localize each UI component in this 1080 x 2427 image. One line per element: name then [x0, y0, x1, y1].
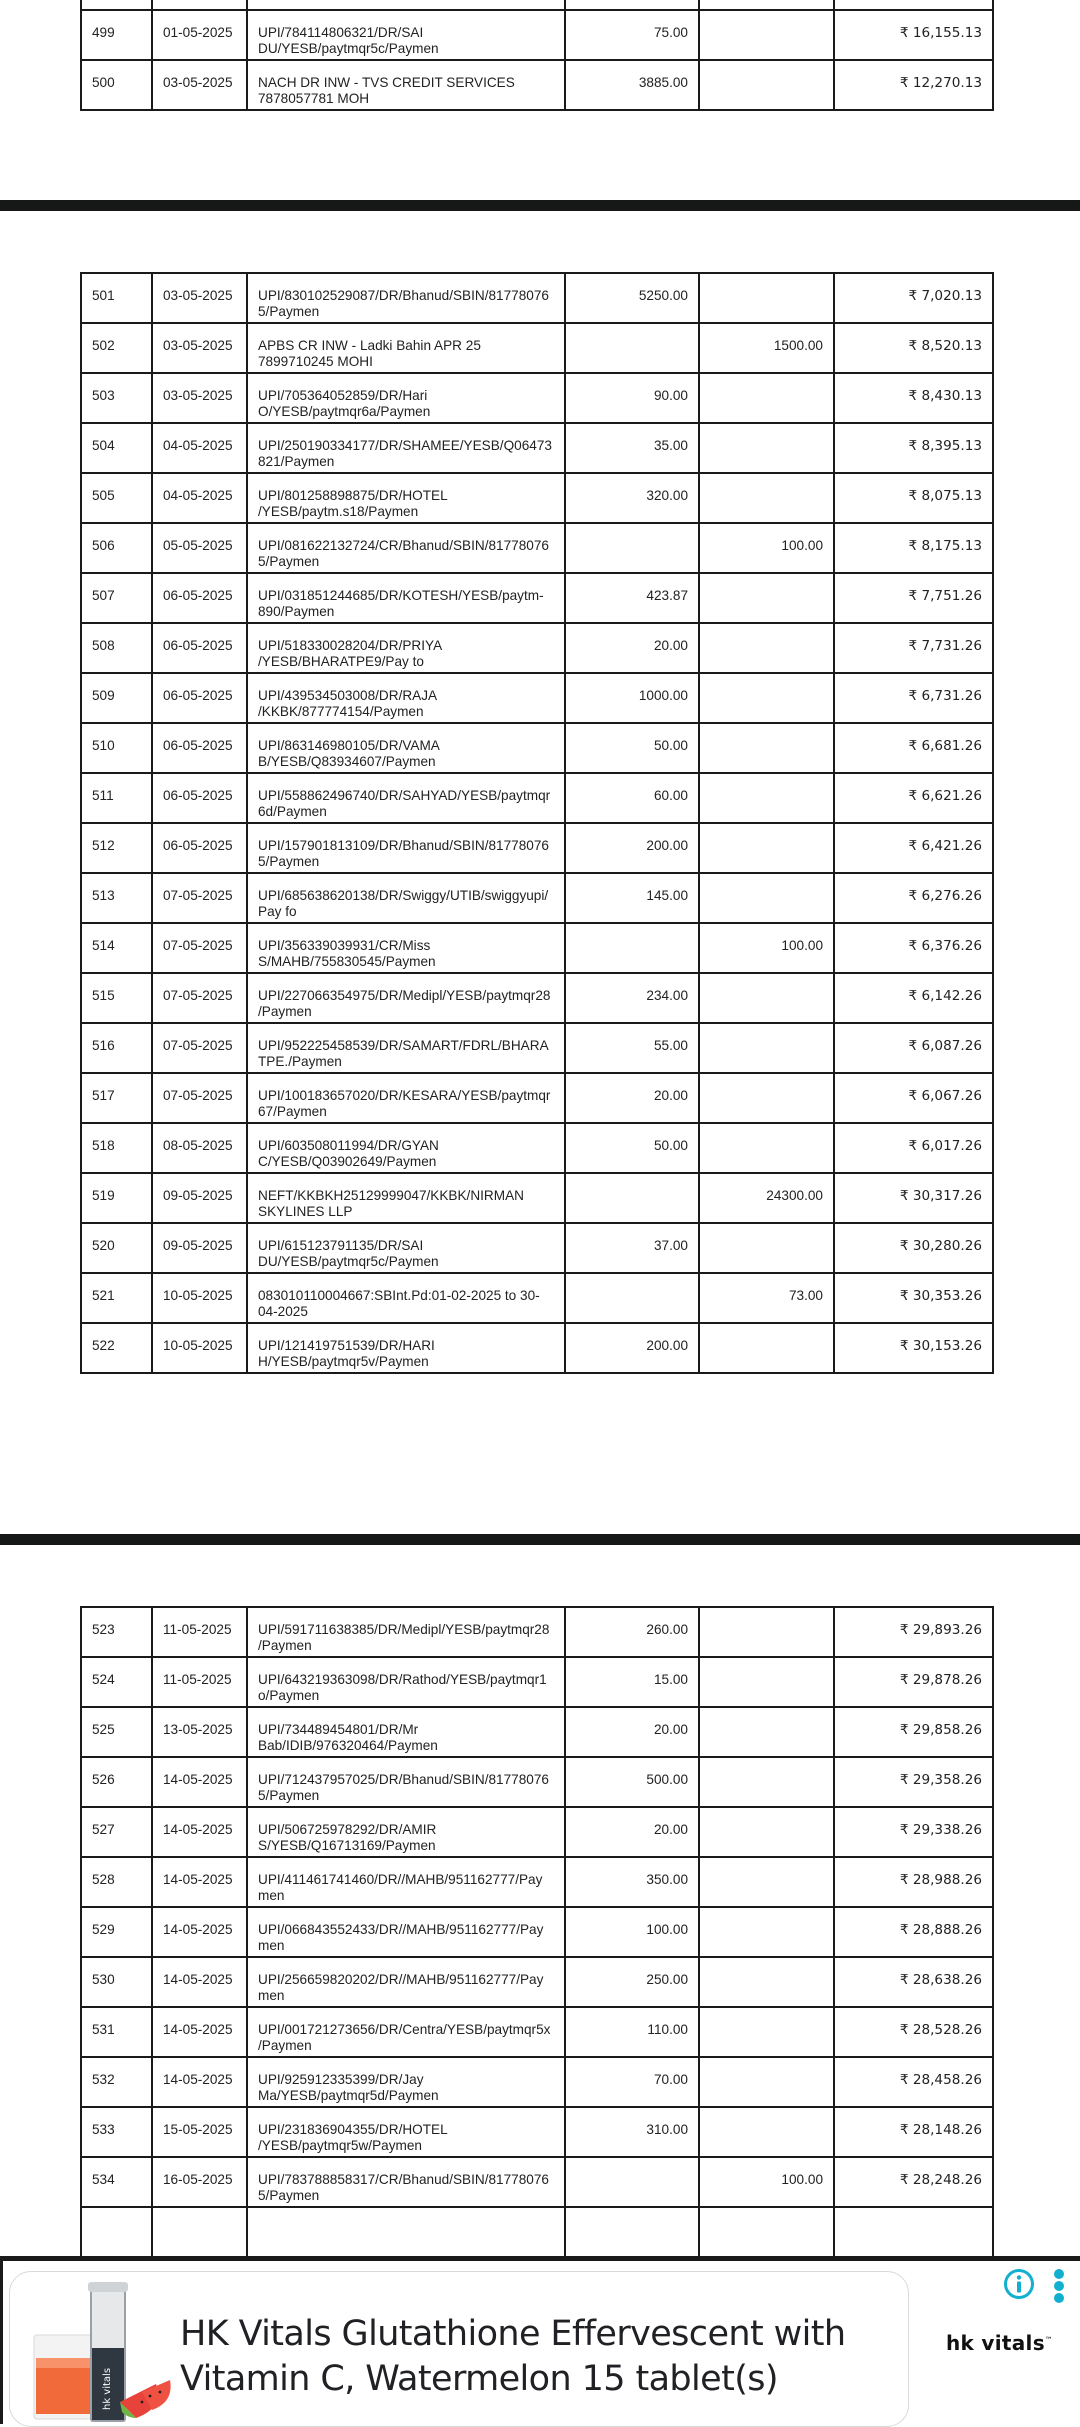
transaction-description: NEFT/KKBKH25129999047/KKBK/NIRMAN SKYLINES LLP [247, 1173, 565, 1223]
debit-amount: 1000.00 [565, 673, 699, 723]
transaction-date: 04-05-2025 [152, 473, 247, 523]
debit-amount: 20.00 [565, 1807, 699, 1857]
credit-amount [699, 673, 834, 723]
transaction-description: UPI/643219363098/DR/Rathod/YESB/paytmqr1 o/Paymen [247, 1657, 565, 1707]
transaction-date: 09-05-2025 [152, 1223, 247, 1273]
transaction-date: 06-05-2025 [152, 723, 247, 773]
balance-amount: ₹ 6,731.26 [834, 673, 993, 723]
transaction-description: UPI/952225458539/DR/SAMART/FDRL/BHARA TPE./Paymen [247, 1023, 565, 1073]
credit-amount [699, 1607, 834, 1657]
table-row [81, 1123, 993, 1173]
table-row [81, 2107, 993, 2157]
serial-number: 502 [81, 323, 152, 373]
transaction-description: UPI/231836904355/DR/HOTEL /YESB/paytmqr5w/Paymen [247, 2107, 565, 2157]
balance-amount: ₹ 30,153.26 [834, 1323, 993, 1373]
transaction-description: UPI/712437957025/DR/Bhanud/SBIN/81778076 5/Paymen [247, 1757, 565, 1807]
serial-number: 500 [81, 60, 152, 110]
table-row [81, 2207, 993, 2257]
serial-number: 533 [81, 2107, 152, 2157]
credit-amount: 100.00 [699, 523, 834, 573]
debit-amount: 260.00 [565, 1607, 699, 1657]
transaction-date: 03-05-2025 [152, 60, 247, 110]
balance-amount: ₹ 6,142.26 [834, 973, 993, 1023]
serial-number: 513 [81, 873, 152, 923]
transaction-date: 10-05-2025 [152, 1273, 247, 1323]
transaction-description: UPI/100183657020/DR/KESARA/YESB/paytmqr 67/Paymen [247, 1073, 565, 1123]
transaction-description: UPI/591711638385/DR/Medipl/YESB/paytmqr28 /Paymen [247, 1607, 565, 1657]
balance-amount: ₹ 30,280.26 [834, 1223, 993, 1273]
serial-number: 525 [81, 1707, 152, 1757]
table-row [81, 1023, 993, 1073]
serial-number: 532 [81, 2057, 152, 2107]
credit-amount [699, 973, 834, 1023]
balance-amount: ₹ 28,638.26 [834, 1957, 993, 2007]
debit-amount [565, 923, 699, 973]
debit-amount: 20.00 [565, 623, 699, 673]
debit-amount: 110.00 [565, 2007, 699, 2057]
page-separator [0, 200, 1080, 211]
table-row [81, 273, 993, 323]
transaction-date: 06-05-2025 [152, 623, 247, 673]
balance-amount: ₹ 7,731.26 [834, 623, 993, 673]
credit-amount [699, 473, 834, 523]
debit-amount: 100.00 [565, 1907, 699, 1957]
table-row [81, 373, 993, 423]
transaction-date: 11-05-2025 [152, 1607, 247, 1657]
transaction-date: 07-05-2025 [152, 1073, 247, 1123]
balance-amount: ₹ 6,067.26 [834, 1073, 993, 1123]
table-row [81, 1323, 993, 1373]
table-row [81, 323, 993, 373]
transaction-date: 08-05-2025 [152, 1123, 247, 1173]
table-row [81, 923, 993, 973]
debit-amount: 37.00 [565, 1223, 699, 1273]
credit-amount [699, 1757, 834, 1807]
transaction-description: UPI/705364052859/DR/Hari O/YESB/paytmqr6a/Paymen [247, 373, 565, 423]
transaction-description: UPI/066843552433/DR//MAHB/951162777/Pay men [247, 1907, 565, 1957]
ad-card[interactable] [9, 2271, 909, 2427]
table-row [81, 423, 993, 473]
balance-amount: ₹ 28,888.26 [834, 1907, 993, 1957]
transaction-description: UPI/603508011994/DR/GYAN C/YESB/Q03902649/Paymen [247, 1123, 565, 1173]
transaction-date: 04-05-2025 [152, 423, 247, 473]
transaction-description: UPI/001721273656/DR/Centra/YESB/paytmqr5x /Paymen [247, 2007, 565, 2057]
transaction-date: 16-05-2025 [152, 2157, 247, 2207]
ad-banner[interactable] [0, 2256, 1080, 2424]
serial-number: 503 [81, 373, 152, 423]
serial-number: 499 [81, 10, 152, 60]
serial-number: 517 [81, 1073, 152, 1123]
statement-page-2 [0, 211, 1080, 1534]
serial-number: 516 [81, 1023, 152, 1073]
credit-amount: 1500.00 [699, 323, 834, 373]
transaction-description: UPI/925912335399/DR/Jay Ma/YESB/paytmqr5d/Paymen [247, 2057, 565, 2107]
transaction-description: UPI/558862496740/DR/SAHYAD/YESB/paytmqr 6d/Paymen [247, 773, 565, 823]
credit-amount [699, 373, 834, 423]
transaction-description: UPI/783788858317/CR/Bhanud/SBIN/81778076 5/Paymen [247, 2157, 565, 2207]
serial-number: 501 [81, 273, 152, 323]
table-row [81, 2157, 993, 2207]
table-row [81, 673, 993, 723]
serial-number: 508 [81, 623, 152, 673]
debit-amount: 15.00 [565, 1657, 699, 1707]
credit-amount [699, 723, 834, 773]
transaction-description: UPI/250190334177/DR/SHAMEE/YESB/Q06473 821/Paymen [247, 423, 565, 473]
transaction-description: UPI/031851244685/DR/KOTESH/YESB/paytm- 890/Paymen [247, 573, 565, 623]
page-separator [0, 1534, 1080, 1545]
transaction-date: 14-05-2025 [152, 1957, 247, 2007]
table-row [81, 10, 993, 60]
table-row [81, 1657, 993, 1707]
debit-amount: 70.00 [565, 2057, 699, 2107]
table-row [81, 873, 993, 923]
credit-amount [699, 1957, 834, 2007]
transactions-table [80, 0, 994, 111]
debit-amount [565, 2157, 699, 2207]
transaction-description: UPI/356339039931/CR/Miss S/MAHB/755830545/Paymen [247, 923, 565, 973]
transactions-table [80, 272, 994, 1374]
debit-amount: 20.00 [565, 1073, 699, 1123]
balance-amount: ₹ 12,270.13 [834, 60, 993, 110]
table-row [81, 2007, 993, 2057]
debit-amount: 50.00 [565, 723, 699, 773]
serial-number: 528 [81, 1857, 152, 1907]
transaction-date: 14-05-2025 [152, 1857, 247, 1907]
debit-amount: 60.00 [565, 773, 699, 823]
debit-amount [565, 523, 699, 573]
table-row [81, 623, 993, 673]
table-row [81, 723, 993, 773]
balance-amount: ₹ 6,621.26 [834, 773, 993, 823]
info-icon[interactable] [1003, 2268, 1035, 2300]
balance-amount: ₹ 28,248.26 [834, 2157, 993, 2207]
debit-amount: 90.00 [565, 373, 699, 423]
serial-number: 519 [81, 1173, 152, 1223]
transaction-description: UPI/863146980105/DR/VAMA B/YESB/Q83934607/Paymen [247, 723, 565, 773]
credit-amount: 24300.00 [699, 1173, 834, 1223]
transaction-date: 14-05-2025 [152, 2007, 247, 2057]
ad-headline[interactable]: HK Vitals Glutathione Effervescent with Vitamin C, Watermelon 15 tablet(s) [180, 2314, 846, 2399]
credit-amount [699, 573, 834, 623]
balance-amount: ₹ 6,017.26 [834, 1123, 993, 1173]
credit-amount [699, 1707, 834, 1757]
transaction-date: 07-05-2025 [152, 873, 247, 923]
transaction-date: 13-05-2025 [152, 1707, 247, 1757]
balance-amount: ₹ 8,175.13 [834, 523, 993, 573]
serial-number: 531 [81, 2007, 152, 2057]
credit-amount [699, 60, 834, 110]
balance-amount: ₹ 29,338.26 [834, 1807, 993, 1857]
transaction-description: UPI/615123791135/DR/SAI DU/YESB/paytmqr5c/Paymen [247, 1223, 565, 1273]
debit-amount: 500.00 [565, 1757, 699, 1807]
balance-amount: ₹ 8,430.13 [834, 373, 993, 423]
table-row [81, 1707, 993, 1757]
balance-amount: ₹ 29,878.26 [834, 1657, 993, 1707]
credit-amount [699, 2057, 834, 2107]
credit-amount [699, 2107, 834, 2157]
balance-amount: ₹ 8,075.13 [834, 473, 993, 523]
table-row [81, 1757, 993, 1807]
transaction-date: 07-05-2025 [152, 973, 247, 1023]
table-row [81, 0, 993, 10]
transaction-description: NACH DR INW - TVS CREDIT SERVICES 7878057781 MOH [247, 60, 565, 110]
table-row [81, 523, 993, 573]
serial-number: 520 [81, 1223, 152, 1273]
serial-number: 509 [81, 673, 152, 723]
brand-logo: hk vitals™ [946, 2331, 1054, 2355]
transaction-description: UPI/256659820202/DR//MAHB/951162777/Pay men [247, 1957, 565, 2007]
balance-amount: ₹ 28,528.26 [834, 2007, 993, 2057]
serial-number: 529 [81, 1907, 152, 1957]
transactions-table [80, 1606, 994, 2258]
debit-amount: 234.00 [565, 973, 699, 1023]
serial-number: 530 [81, 1957, 152, 2007]
transaction-description: UPI/157901813109/DR/Bhanud/SBIN/81778076 5/Paymen [247, 823, 565, 873]
table-row [81, 1273, 993, 1323]
transaction-date: 15-05-2025 [152, 2107, 247, 2157]
debit-amount: 3885.00 [565, 60, 699, 110]
balance-amount: ₹ 6,421.26 [834, 823, 993, 873]
transaction-description: UPI/121419751539/DR/HARI H/YESB/paytmqr5v/Paymen [247, 1323, 565, 1373]
transaction-description: UPI/734489454801/DR/Mr Bab/IDIB/976320464/Paymen [247, 1707, 565, 1757]
transaction-date: 03-05-2025 [152, 323, 247, 373]
credit-amount [699, 1073, 834, 1123]
debit-amount: 200.00 [565, 823, 699, 873]
debit-amount: 320.00 [565, 473, 699, 523]
transaction-date: 14-05-2025 [152, 1757, 247, 1807]
credit-amount [699, 10, 834, 60]
credit-amount [699, 423, 834, 473]
table-row [81, 60, 993, 110]
transaction-description: UPI/439534503008/DR/RAJA /KKBK/877774154/Paymen [247, 673, 565, 723]
transaction-description: UPI/784114806321/DR/SAI DU/YESB/paytmqr5c/Paymen [247, 10, 565, 60]
serial-number: 514 [81, 923, 152, 973]
transaction-date: 14-05-2025 [152, 1807, 247, 1857]
balance-amount: ₹ 30,353.26 [834, 1273, 993, 1323]
serial-number: 515 [81, 973, 152, 1023]
balance-amount: ₹ 28,458.26 [834, 2057, 993, 2107]
balance-amount: ₹ 6,681.26 [834, 723, 993, 773]
serial-number: 518 [81, 1123, 152, 1173]
credit-amount [699, 873, 834, 923]
transaction-description: UPI/411461741460/DR//MAHB/951162777/Pay men [247, 1857, 565, 1907]
serial-number: 505 [81, 473, 152, 523]
credit-amount [699, 623, 834, 673]
debit-amount: 55.00 [565, 1023, 699, 1073]
transaction-date: 07-05-2025 [152, 923, 247, 973]
balance-amount: ₹ 29,858.26 [834, 1707, 993, 1757]
debit-amount: 35.00 [565, 423, 699, 473]
table-row [81, 2057, 993, 2107]
serial-number: 512 [81, 823, 152, 873]
serial-number: 523 [81, 1607, 152, 1657]
serial-number: 521 [81, 1273, 152, 1323]
transaction-date: 03-05-2025 [152, 273, 247, 323]
credit-amount [699, 773, 834, 823]
transaction-date: 14-05-2025 [152, 2057, 247, 2107]
balance-amount: ₹ 6,276.26 [834, 873, 993, 923]
statement-page-1 [0, 0, 1080, 200]
credit-amount [699, 1323, 834, 1373]
debit-amount: 310.00 [565, 2107, 699, 2157]
credit-amount: 100.00 [699, 2157, 834, 2207]
table-row [81, 1957, 993, 2007]
debit-amount: 5250.00 [565, 273, 699, 323]
debit-amount: 75.00 [565, 10, 699, 60]
table-row [81, 1857, 993, 1907]
transaction-date: 07-05-2025 [152, 1023, 247, 1073]
transaction-date: 06-05-2025 [152, 823, 247, 873]
transaction-description: 083010110004667:SBInt.Pd:01-02-2025 to 30- 04-2025 [247, 1273, 565, 1323]
transaction-description: UPI/685638620138/DR/Swiggy/UTIB/swiggyupi/ Pay fo [247, 873, 565, 923]
serial-number: 506 [81, 523, 152, 573]
serial-number: 526 [81, 1757, 152, 1807]
transaction-date: 06-05-2025 [152, 773, 247, 823]
transaction-date: 09-05-2025 [152, 1173, 247, 1223]
transaction-date: 10-05-2025 [152, 1323, 247, 1373]
balance-amount: ₹ 6,376.26 [834, 923, 993, 973]
table-row [81, 823, 993, 873]
debit-amount [565, 1273, 699, 1323]
serial-number: 527 [81, 1807, 152, 1857]
serial-number: 507 [81, 573, 152, 623]
credit-amount [699, 1807, 834, 1857]
transaction-description: UPI/227066354975/DR/Medipl/YESB/paytmqr28 /Paymen [247, 973, 565, 1023]
transaction-date: 06-05-2025 [152, 673, 247, 723]
transaction-description: UPI/801258898875/DR/HOTEL /YESB/paytm.s18/Paymen [247, 473, 565, 523]
credit-amount [699, 1907, 834, 1957]
debit-amount: 200.00 [565, 1323, 699, 1373]
serial-number: 510 [81, 723, 152, 773]
debit-amount: 350.00 [565, 1857, 699, 1907]
debit-amount: 250.00 [565, 1957, 699, 2007]
serial-number: 524 [81, 1657, 152, 1707]
credit-amount [699, 1023, 834, 1073]
balance-amount: ₹ 29,358.26 [834, 1757, 993, 1807]
statement-page-3 [0, 1545, 1080, 2256]
credit-amount [699, 2007, 834, 2057]
transaction-description: APBS CR INW - Ladki Bahin APR 25 7899710245 MOHI [247, 323, 565, 373]
transaction-description: UPI/830102529087/DR/Bhanud/SBIN/81778076 5/Paymen [247, 273, 565, 323]
balance-amount: ₹ 28,148.26 [834, 2107, 993, 2157]
table-row [81, 573, 993, 623]
balance-amount: ₹ 28,988.26 [834, 1857, 993, 1907]
transaction-description: UPI/081622132724/CR/Bhanud/SBIN/81778076 5/Paymen [247, 523, 565, 573]
balance-amount: ₹ 7,751.26 [834, 573, 993, 623]
transaction-date: 03-05-2025 [152, 373, 247, 423]
table-row [81, 1223, 993, 1273]
table-row [81, 1907, 993, 1957]
credit-amount [699, 1857, 834, 1907]
debit-amount [565, 323, 699, 373]
svg-text:hk vitals: hk vitals [102, 2367, 113, 2410]
transaction-date: 14-05-2025 [152, 1907, 247, 1957]
serial-number: 504 [81, 423, 152, 473]
balance-amount: ₹ 7,020.13 [834, 273, 993, 323]
transaction-date: 11-05-2025 [152, 1657, 247, 1707]
debit-amount: 50.00 [565, 1123, 699, 1173]
credit-amount [699, 273, 834, 323]
serial-number: 522 [81, 1323, 152, 1373]
credit-amount [699, 1123, 834, 1173]
serial-number: 511 [81, 773, 152, 823]
table-row [81, 1173, 993, 1223]
product-image-icon [24, 2280, 174, 2422]
debit-amount: 423.87 [565, 573, 699, 623]
credit-amount [699, 1657, 834, 1707]
table-row [81, 773, 993, 823]
transaction-description: UPI/506725978292/DR/AMIR S/YESB/Q16713169/Paymen [247, 1807, 565, 1857]
table-row [81, 1607, 993, 1657]
table-row [81, 1073, 993, 1123]
balance-amount: ₹ 30,317.26 [834, 1173, 993, 1223]
credit-amount: 100.00 [699, 923, 834, 973]
serial-number: 534 [81, 2157, 152, 2207]
debit-amount: 145.00 [565, 873, 699, 923]
debit-amount [565, 1173, 699, 1223]
debit-amount: 20.00 [565, 1707, 699, 1757]
transaction-date: 05-05-2025 [152, 523, 247, 573]
balance-amount: ₹ 6,087.26 [834, 1023, 993, 1073]
transaction-description: UPI/518330028204/DR/PRIYA /YESB/BHARATPE9/Pay to [247, 623, 565, 673]
credit-amount [699, 1223, 834, 1273]
more-vertical-icon[interactable] [1052, 2269, 1066, 2303]
credit-amount [699, 823, 834, 873]
table-row [81, 973, 993, 1023]
transaction-date: 06-05-2025 [152, 573, 247, 623]
table-row [81, 473, 993, 523]
balance-amount: ₹ 8,520.13 [834, 323, 993, 373]
credit-amount: 73.00 [699, 1273, 834, 1323]
table-row [81, 1807, 993, 1857]
balance-amount: ₹ 8,395.13 [834, 423, 993, 473]
balance-amount: ₹ 29,893.26 [834, 1607, 993, 1657]
balance-amount: ₹ 16,155.13 [834, 10, 993, 60]
transaction-date: 01-05-2025 [152, 10, 247, 60]
